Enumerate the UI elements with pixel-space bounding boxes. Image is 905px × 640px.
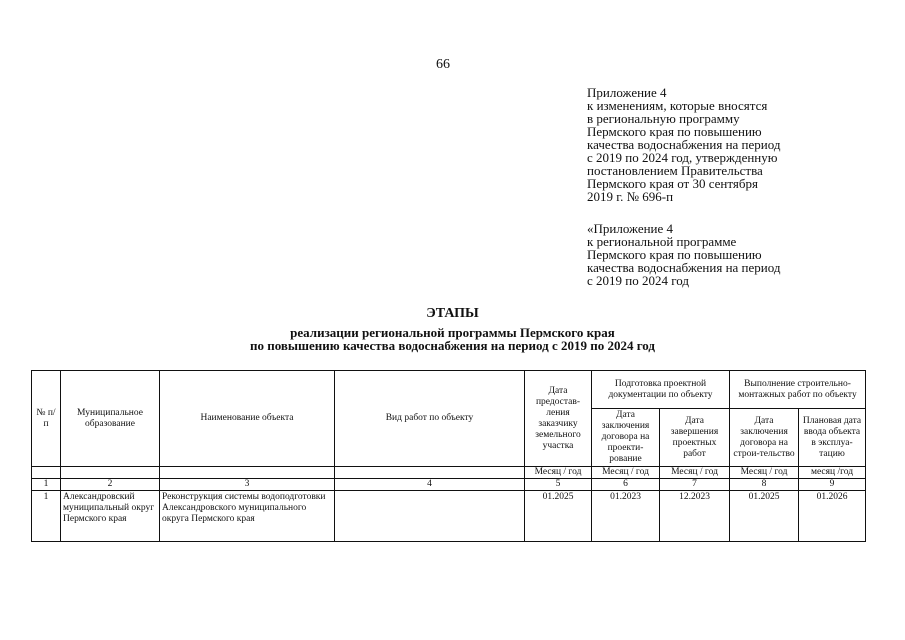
- appendix-line: качества водоснабжения на период: [587, 260, 781, 275]
- appendix-program-block: [587, 222, 780, 287]
- column-number: 5: [525, 479, 592, 491]
- unit-cell: Месяц / год: [660, 467, 730, 479]
- appendix-line: к региональной программе: [587, 234, 737, 249]
- appendix-line: постановлением Правительства: [587, 163, 763, 178]
- header-design-finish-date: Дата завершения проектных работ: [660, 409, 730, 467]
- header-municipality: Муниципальное образование: [61, 371, 160, 467]
- header-num: № п/п: [32, 371, 61, 467]
- unit-empty: [61, 467, 160, 479]
- appendix-line: качества водоснабжения на период: [587, 137, 781, 152]
- appendix-line: Пермского края по повышению: [587, 124, 762, 139]
- header-construction-group: Выполнение строительно-монтажных работ по объекту: [730, 371, 866, 409]
- appendix-line: с 2019 по 2024 год: [587, 273, 689, 288]
- unit-empty: [335, 467, 525, 479]
- header-construction-contract-date: Дата заключения договора на строи-тельство: [730, 409, 799, 467]
- row-commissioning-date: 01.2026: [799, 491, 866, 542]
- column-number: 9: [799, 479, 866, 491]
- row-object-name: Реконструкция системы водоподготовки Александровского муниципального округа Пермского края: [160, 491, 335, 542]
- appendix-line: с 2019 по 2024 год, утвержденную: [587, 150, 778, 165]
- column-number: 3: [160, 479, 335, 491]
- table-row: [32, 491, 866, 542]
- appendix-line: в региональную программу: [587, 111, 740, 126]
- row-design-finish-date: 12.2023: [660, 491, 730, 542]
- row-municipality: Александровский муниципальный округ Пермского края: [61, 491, 160, 542]
- page-number: 66: [436, 57, 450, 72]
- document-title: ЭТАПЫ: [426, 306, 479, 321]
- document-subtitle-line-2: по повышению качества водоснабжения на период с 2019 по 2024 год: [249, 338, 656, 353]
- header-object-name: Наименование объекта: [160, 371, 335, 467]
- unit-cell: Месяц / год: [592, 467, 660, 479]
- column-number: 6: [592, 479, 660, 491]
- unit-cell: Месяц / год: [525, 467, 592, 479]
- appendix-line: «Приложение 4: [587, 221, 674, 236]
- row-land-transfer-date: 01.2025: [525, 491, 592, 542]
- appendix-line: Пермского края от 30 сентября: [587, 176, 758, 191]
- header-design-group: Подготовка проектной документации по объекту: [592, 371, 730, 409]
- header-work-type: Вид работ по объекту: [335, 371, 525, 467]
- stages-table: [31, 370, 866, 542]
- column-number: 4: [335, 479, 525, 491]
- appendix-amendment-block: [587, 86, 780, 203]
- unit-empty: [160, 467, 335, 479]
- appendix-line: Пермского края по повышению: [587, 247, 762, 262]
- column-number: 2: [61, 479, 160, 491]
- unit-cell: месяц /год: [799, 467, 866, 479]
- column-number: 8: [730, 479, 799, 491]
- column-number: 7: [660, 479, 730, 491]
- header-design-contract-date: Дата заключения договора на проекти-рование: [592, 409, 660, 467]
- column-number: 1: [32, 479, 61, 491]
- appendix-line: 2019 г. № 696-п: [587, 189, 674, 204]
- appendix-line: к изменениям, которые вносятся: [587, 98, 768, 113]
- row-num: 1: [32, 491, 61, 542]
- appendix-line: Приложение 4: [587, 85, 667, 100]
- unit-empty: [32, 467, 61, 479]
- header-land-transfer-date: Дата предостав-ления заказчику земельного участка: [525, 371, 592, 467]
- document-subtitle-line-1: реализации региональной программы Пермского края: [290, 325, 615, 340]
- row-construction-contract-date: 01.2025: [730, 491, 799, 542]
- row-design-contract-date: 01.2023: [592, 491, 660, 542]
- header-commissioning-date: Плановая дата ввода объекта в эксплуа-тацию: [799, 409, 866, 467]
- row-work-type: [335, 491, 525, 542]
- unit-cell: Месяц / год: [730, 467, 799, 479]
